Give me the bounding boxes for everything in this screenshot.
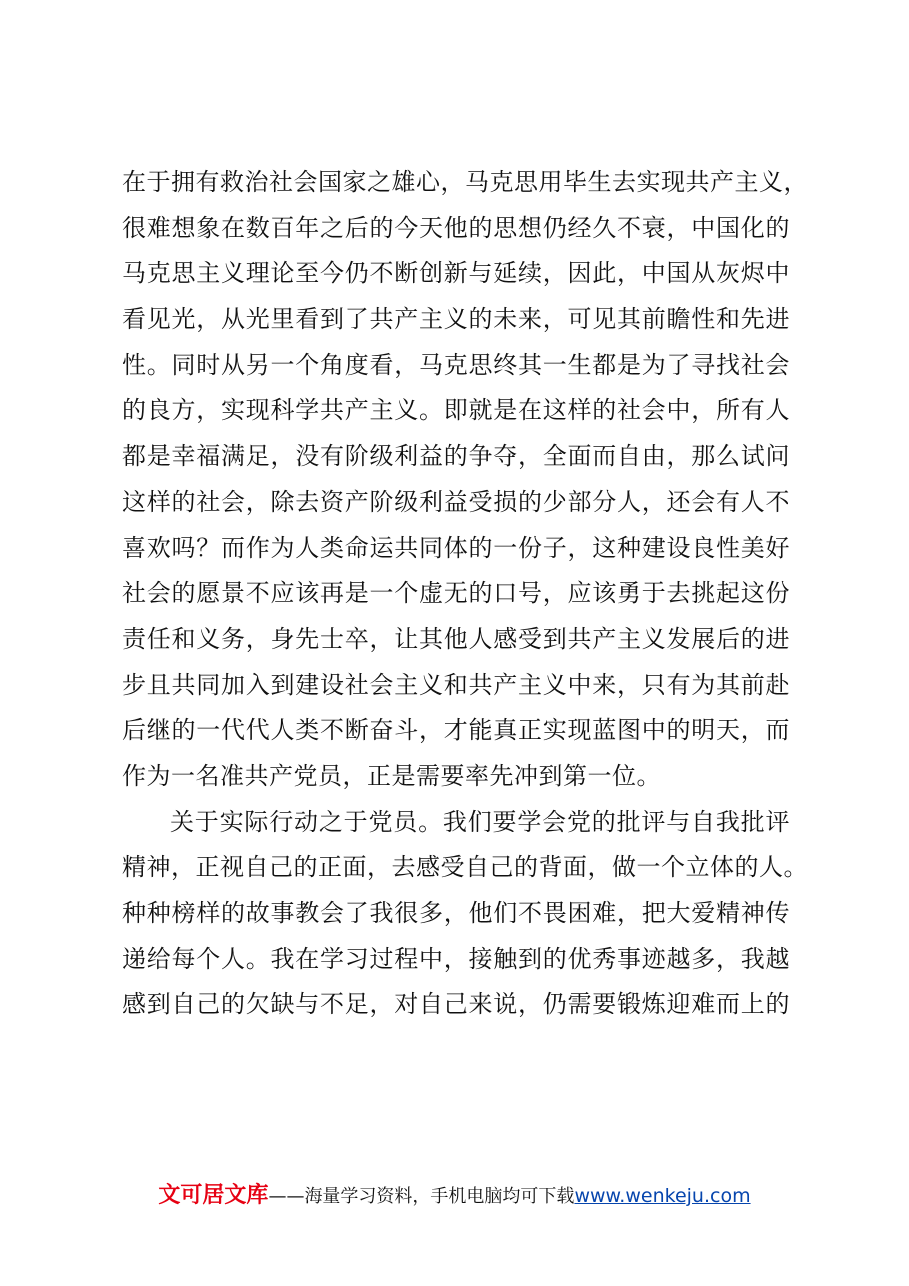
text-line: 感到自己的欠缺与不足，对自己来说，仍需要锻炼迎难而上的 — [122, 990, 790, 1019]
paragraph — [122, 160, 808, 800]
text-line: 递给每个人。我在学习过程中，接触到的优秀事迹越多，我越 — [122, 944, 790, 973]
text-line: 后继的一代代人类不断奋斗，才能真正实现蓝图中的明天，而 — [122, 716, 790, 745]
text-line: 关于实际行动之于党员。我们要学会党的批评与自我批评 — [170, 807, 790, 836]
text-line: 精神，正视自己的正面，去感受自己的背面，做一个立体的人。 — [122, 853, 808, 882]
text-line: 马克思主义理论至今仍不断创新与延续，因此，中国从灰烬中 — [122, 259, 790, 288]
footer-tagline: ——海量学习资料，手机电脑均可下载 — [268, 1186, 575, 1207]
text-line: 性。同时从另一个角度看，马克思终其一生都是为了寻找社会 — [122, 350, 790, 379]
footer-banner — [0, 1180, 909, 1213]
text-line: 很难想象在数百年之后的今天他的思想仍经久不衰，中国化的 — [122, 213, 790, 242]
text-line: 步且共同加入到建设社会主义和共产主义中来，只有为其前赴 — [122, 670, 790, 699]
body-text — [122, 160, 808, 1028]
website-link[interactable]: www.wenkeju.com — [574, 1185, 751, 1207]
text-line: 社会的愿景不应该再是一个虚无的口号，应该勇于去挑起这份 — [122, 579, 790, 608]
text-line: 都是幸福满足，没有阶级利益的争夺，全面而自由，那么试问 — [122, 442, 790, 471]
text-line: 喜欢吗？而作为人类命运共同体的一份子，这种建设良性美好 — [122, 533, 790, 562]
text-line: 看见光，从光里看到了共产主义的未来，可见其前瞻性和先进 — [122, 305, 790, 334]
text-line: 种种榜样的故事教会了我很多，他们不畏困难，把大爱精神传 — [122, 899, 790, 927]
text-line: 作为一名准共产党员，正是需要率先冲到第一位。 — [122, 761, 661, 790]
text-line: 责任和义务，身先士卒，让其他人感受到共产主义发展后的进 — [122, 624, 790, 653]
brand-name: 文可居文库 — [158, 1183, 269, 1208]
text-line: 的良方，实现科学共产主义。即就是在这样的社会中，所有人 — [122, 396, 790, 425]
text-line: 这样的社会，除去资产阶级利益受损的少部分人，还会有人不 — [122, 487, 790, 516]
text-line: 在于拥有救治社会国家之雄心，马克思用毕生去实现共产主义， — [122, 168, 808, 196]
paragraph — [122, 800, 808, 1028]
